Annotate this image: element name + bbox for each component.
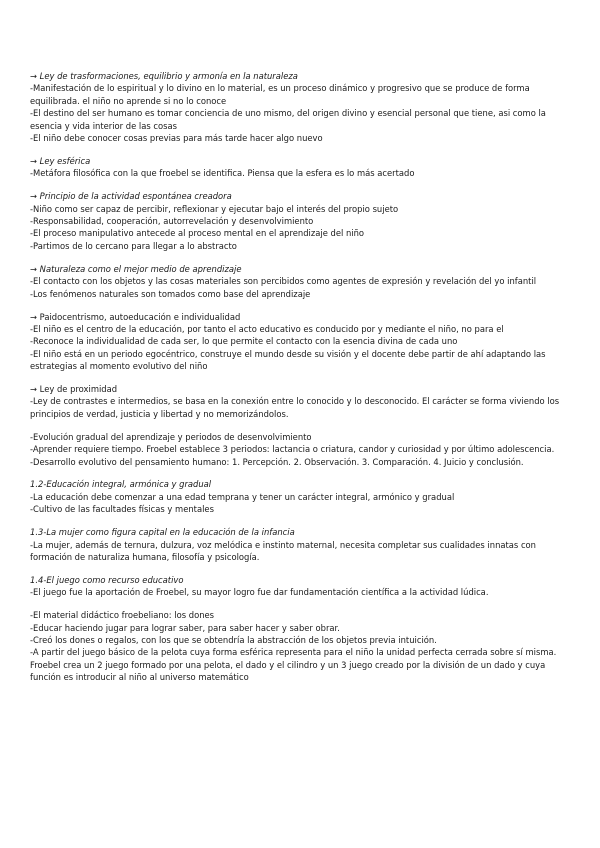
bullet-line: -Desarrollo evolutivo del pensamiento humano: 1. Percepción. 2. Observación. 3. Comparación. 4. Juicio y conclusión.	[30, 456, 524, 467]
section-heading: 1.4-El juego como recurso educativo	[30, 574, 184, 585]
bullet-line: -El niño está en un periodo egocéntrico, construye el mundo desde su visión y el docente debe partir de ahí adaptando las estrategias al momento evolutivo del niño	[30, 348, 546, 372]
section-heading: → Ley de proximidad	[30, 384, 118, 395]
section	[30, 383, 575, 420]
bullet-line: -Cultivo de las facultades físicas y mentales	[30, 504, 214, 515]
bullet-line: -Manifestación de lo espiritual y lo divino en lo material, es un proceso dinámico y progresivo que se produce de forma equilibrada. el niño no aprende si no lo conoce	[30, 83, 530, 106]
bullet-line: -Metáfora filosófica con la que froebel se identifica. Piensa que la esfera es lo más acertado	[30, 168, 415, 179]
bullet-line: -Niño como ser capaz de percibir, reflexionar y ejecutar bajo el interés del propio sujeto	[30, 203, 399, 214]
bullet-line: -La educación debe comenzar a una edad temprana y tener un carácter integral, armónico y gradual	[30, 491, 455, 502]
bullet-line: -Partimos de lo cercano para llegar a lo abstracto	[30, 240, 237, 251]
section-heading: → Paidocentrismo, autoeducación e individualidad	[30, 311, 241, 322]
bullet-line: -Aprender requiere tiempo. Froebel establece 3 periodos: lactancia o criatura, candor y curiosidad y por último adolescencia.	[30, 444, 555, 455]
section	[30, 431, 575, 468]
bullet-line: -El niño es el centro de la educación, por tanto el acto educativo es conducido por y mediante el niño, no para el	[30, 323, 504, 334]
section-heading: 1.3-La mujer como figura capital en la educación de la infancia	[30, 527, 295, 538]
section-heading: → Principio de la actividad espontánea creadora	[30, 191, 232, 202]
bullet-line: -La mujer, además de ternura, dulzura, voz melódica e instinto maternal, necesita completar sus cualidades innatas con formación de naturaliza humana, filosofía y psicología.	[30, 539, 536, 562]
bullet-line: -El proceso manipulativo antecede al proceso mental en el aprendizaje del niño	[30, 228, 365, 239]
section	[30, 609, 575, 683]
bullet-line: -Educar haciendo jugar para lograr saber, para saber hacer y saber obrar.	[30, 622, 340, 633]
section	[30, 70, 575, 144]
bullet-line: -El niño debe conocer cosas previas para más tarde hacer algo nuevo	[30, 133, 323, 144]
section	[30, 263, 575, 300]
bullet-line: -El juego fue la aportación de Froebel, su mayor logro fue dar fundamentación científica a la actividad lúdica.	[30, 587, 489, 598]
bullet-line: -El contacto con los objetos y las cosas materiales son percibidos como agentes de expresión y revelación del yo infantil	[30, 276, 537, 287]
section-heading: -Evolución gradual del aprendizaje y periodos de desenvolvimiento	[30, 431, 312, 442]
section	[30, 155, 575, 180]
bullet-line: -Reconoce la individualidad de cada ser, lo que permite el contacto con la esencia divina de cada uno	[30, 336, 458, 347]
section	[30, 478, 575, 515]
section	[30, 526, 575, 563]
section-heading: → Ley esférica	[30, 155, 91, 166]
bullet-line: -A partir del juego básico de la pelota cuya forma esférica representa para el niño la unidad perfecta cerrada sobre sí misma. Froebel crea un 2 juego formado por una pelota, el dado y el cilindro y un 3 juego creado por la división de un dado y cuya función es introducir al niño al universo matemático	[30, 647, 557, 683]
bullet-line: -El destino del ser humano es tomar conciencia de uno mismo, del origen divino y esencial personal que tiene, asi como la esencia y vida interior de las cosas	[30, 108, 546, 131]
section-heading: -El material didáctico froebeliano: los dones	[30, 610, 215, 621]
bullet-line: -Los fenómenos naturales son tomados como base del aprendizaje	[30, 288, 311, 299]
section-heading: → Ley de trasformaciones, equilibrio y armonía en la naturaleza	[30, 71, 298, 81]
section-heading: → Naturaleza como el mejor medio de aprendizaje	[30, 263, 242, 274]
bullet-line: -Responsabilidad, cooperación, autorrevelación y desenvolvimiento	[30, 216, 314, 227]
document-page	[30, 70, 575, 694]
bullet-line: -Ley de contrastes e intermedios, se basa en la conexión entre lo conocido y lo desconocido. El carácter se forma viviendo los principios de verdad, justicia y libertad y no memorizándolos.	[30, 396, 560, 419]
bullet-line: -Creó los dones o regalos, con los que se obtendría la abstracción de los objetos previa intuición.	[30, 635, 437, 646]
section	[30, 311, 575, 373]
section	[30, 190, 575, 252]
section	[30, 574, 575, 599]
section-heading: 1.2-Educación integral, armónica y gradual	[30, 479, 212, 490]
